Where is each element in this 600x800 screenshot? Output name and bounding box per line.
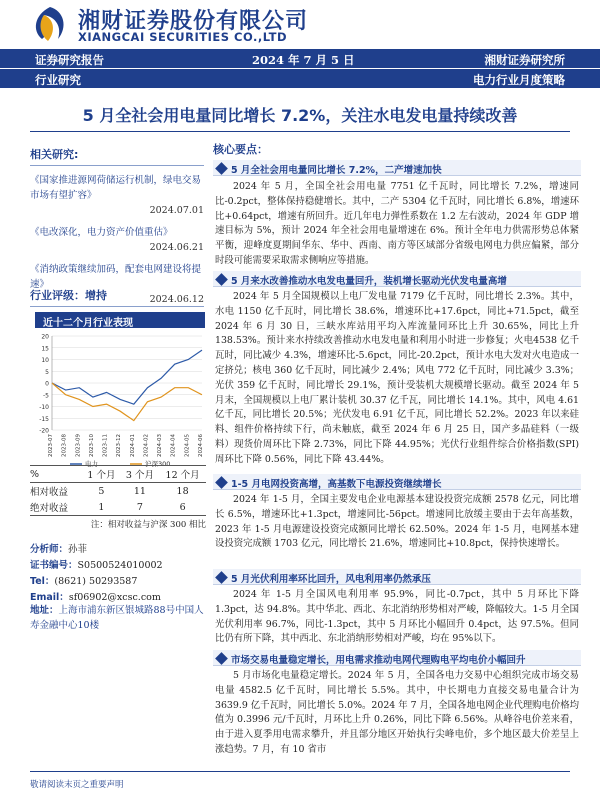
section-body: 2024 年 1-5 月，全国主要发电企业电源基本建设投资完成额 2578 亿元，同比增长 6.5%，增速环比+1.3pct，增速同比-56pct。增速同比放缓主要由于去年高基数，2023 年 1-5 月电源建设投资完成额同比增长 62.50%。2024 年 1-5 月，电网基本建设投资完成额 1703 亿元，同比增长 21.6%，增速同比+10.8pct，保持快速增长。	[215, 494, 579, 550]
report-header	[0, 0, 600, 48]
title-divider	[30, 131, 570, 132]
performance-chart	[30, 330, 206, 470]
analyst-info	[30, 542, 210, 606]
addr-label: 地址：	[30, 605, 59, 616]
y-tick-label: 20	[41, 333, 49, 341]
section-body: 5 月市场化电量稳定增长。2024 年 5 月，全国各电力交易中心组织完成市场交易电量 4582.5 亿千瓦时，同比增长 5.5%。其中，中长期电力直接交易电量合计为 3639.9 亿千瓦时，同比增长 5.0%。2024 年 7 月，全国各地电网企业代理购电价格均值为 0.3996 元/千瓦时，月环比上升 0.26%，同比下降 6.56%。从峰谷电价差来看，由于进入夏季用电需求攀升，并且部分地区开始执行尖峰电价，多个地区最大价差呈上涨趋势。7 月，有 10 省市	[215, 670, 579, 755]
perf-col-header: %	[30, 466, 82, 483]
section-title: 5 月全社会用电量同比增长 7.2%，二产增速加快	[213, 160, 581, 176]
perf-row-label: 绝对收益	[30, 499, 82, 516]
rating-label: 行业评级：	[30, 289, 85, 302]
x-tick-label: 2024-04	[170, 434, 177, 457]
tel-label: Tel：	[30, 576, 55, 587]
perf-cell: 1	[82, 499, 121, 516]
y-tick-label: 10	[41, 357, 49, 364]
addr-text: 上海市浦东新区银城路88号中国人寿金融中心10楼	[30, 605, 204, 631]
y-tick-label: -20	[39, 427, 49, 435]
perf-row-label: 相对收益	[30, 487, 69, 498]
y-tick-label: -15	[39, 415, 49, 423]
x-tick-label: 2024-06	[198, 434, 204, 457]
section-body: 2024 年 5 月，全国全社会用电量 7751 亿千瓦时，同比增长 7.2%，增速同比-0.2pct，整体保持稳健增长。其中，二产 5304 亿千瓦时，同比增长 6.8%，增速环比+0.64pct，增速有所回升。近几年电力弹性系数在 1.2 左右波动，2024 年 GDP 增速目标为 5%，预计 2024 年全社会用电量增速在 6%。预计全年电力供需形势总体紧平衡，迎峰度夏期间华东、华中、西南、南方等区域部分省级电网电力供应偏紧，部分时段可能需要采取需求侧响应等措施。	[215, 181, 579, 266]
perf-col-header: 3 个月	[121, 466, 160, 483]
header-band-top	[0, 49, 600, 68]
analyst-name: 孙菲	[68, 544, 88, 555]
x-tick-label: 2023-07	[48, 434, 54, 457]
related-item[interactable]	[30, 173, 204, 218]
institute-name: 湘财证券研究所	[484, 53, 565, 67]
related-item[interactable]	[30, 225, 204, 255]
tel-number: (8621) 50293587	[54, 576, 138, 587]
perf-heading: 近十二个月行业表现	[35, 312, 205, 328]
address-block	[30, 603, 210, 633]
y-tick-label: 5	[45, 368, 49, 376]
report-type: 证券研究报告	[35, 53, 104, 67]
header-band-bottom	[0, 69, 600, 88]
y-tick-label: 15	[41, 345, 49, 353]
table-row	[30, 499, 206, 516]
y-tick-label: 0	[45, 380, 49, 388]
legend-label: 沪深300	[145, 460, 171, 468]
x-tick-label: 2024-01	[129, 434, 136, 457]
section-title: 1-5 月电网投资高增，高基数下电源投资继续增长	[213, 474, 581, 490]
email-link[interactable]: sf06902@xcsc.com	[68, 592, 161, 603]
perf-note: 注：相对收益与沪深 300 相比	[90, 520, 206, 530]
cert-row	[30, 558, 210, 574]
related-divider	[30, 165, 204, 166]
page-title: 5 月全社会用电量同比增长 7.2%，关注水电发电量持续改善	[82, 106, 518, 125]
related-item-title[interactable]: 《国家推进源网荷储运行机制，绿电交易市场有望扩容》	[30, 175, 202, 201]
y-tick-label: -10	[39, 404, 49, 411]
perf-cell: 5	[98, 485, 105, 497]
related-item-title[interactable]: 《电改深化，电力资产价值重估》	[30, 227, 173, 238]
perf-col-header: 12 个月	[159, 466, 206, 483]
related-item-title[interactable]: 《消纳政策继续加码，配套电网建设将提速》	[30, 264, 202, 290]
related-item-date: 2024.07.01	[149, 205, 204, 216]
perf-cell: 7	[121, 499, 160, 516]
rating-value: 增持	[85, 289, 107, 302]
analyst-row	[30, 542, 210, 558]
section-body: 2024 年 5 月全国规模以上电厂发电量 7179 亿千瓦时，同比增长 2.3%。其中，水电 1150 亿千瓦时，同比增长 38.6%，增速环比+17.6pct，同比+71.5pct，截至 2024 年 6 月 30 日，三峡水库站用平均入库流量同环比上升 30.65%，同比上升 138.53%。预计来水持续改善推动水电发电量和利用小时进一步修复；火电4538 亿千瓦时，同比减少 4.3%，增速环比-5.6pct，同比-20.2pct，预计水电大发对火电造成一定挤兑；核电 360 亿千瓦时，同比减少 2.4%；风电 772 亿千瓦时，同比减少 3.3%；光伏 359 亿千瓦时，同比增长 29.1%，预计受装机大规模增长驱动。截至 2024 年 5 月末，全国规模以上电厂累计装机 30.37 亿千瓦，同比增长 14.1%。其中，风电 4.61 亿千瓦，同比增长 20.5%；光伏发电 6.91 亿千瓦，同比增长 52.2%。2023 年以来硅料、组件价格持续下行，尚未触底，截至 2024 年 6 月 25 日，国产多晶硅料（一级料）现货价周环比下降 2.73%，同比下降 44.95%；光伏行业组件综合价格指数(SPI)周环比下降 0.56%，同比下降 43.44%。	[215, 291, 579, 465]
section-title: 市场交易电量稳定增长，用电需求推动电网代理购电平均电价小幅回升	[213, 650, 581, 666]
cert-label: 证书编号：	[30, 560, 78, 571]
brand-name-cn: 湘财证券股份有限公司	[78, 9, 309, 34]
email-label: Email：	[30, 592, 69, 603]
x-tick-label: 2023-10	[88, 434, 95, 457]
report-series: 电力行业月度策略	[473, 73, 565, 87]
section-title: 5 月光伏利用率环比回升，风电利用率仍然承压	[213, 569, 581, 585]
core-points-heading: 核心要点：	[213, 143, 268, 156]
section-body: 2024 年 1-5 月全国风电利用率 95.9%，同比-0.7pct，其中 5 月环比下降 1.3pct，达 94.8%。其中华北、西北、东北消纳形势相对严峻，降幅较大。1-5 月全国光伏利用率 96.7%，同比-1.3pct，其中 5 月环比小幅回升 0.4pct，达 97.5%。但同比仍有所下降，其中西北、东北消纳形势相对严峻，均在 95%以下。	[215, 589, 579, 645]
perf-cell: 6	[159, 499, 206, 516]
analyst-label: 分析师：	[30, 544, 69, 555]
footer-disclaimer[interactable]: 敬请阅读末页之重要声明	[30, 771, 570, 790]
x-tick-label: 2024-05	[184, 434, 191, 457]
perf-col-header: 1 个月	[82, 466, 121, 483]
series-line	[52, 350, 202, 404]
x-tick-label: 2024-02	[143, 434, 150, 457]
x-tick-label: 2023-08	[61, 434, 68, 457]
related-heading: 相关研究:	[30, 148, 79, 161]
perf-table-header	[30, 466, 206, 483]
x-tick-label: 2023-11	[102, 434, 109, 457]
legend-label: 电力	[85, 460, 98, 468]
perf-cell: 11	[133, 485, 146, 497]
related-item-date: 2024.06.21	[149, 242, 204, 253]
industry-rating	[30, 287, 204, 307]
related-item-date: 2024.06.12	[149, 294, 204, 305]
x-tick-label: 2024-03	[157, 434, 164, 457]
report-date: 2024 年 7 月 5 日	[252, 53, 355, 67]
cert-number: S0500524010002	[77, 560, 163, 571]
perf-table	[30, 465, 206, 516]
section-title: 5 月来水改善推动水电发电量回升，装机增长驱动光伏发电量高增	[213, 271, 581, 287]
brand-name-en: XIANGCAI SECURITIES CO.,LTD	[78, 30, 288, 44]
y-tick-label: -5	[43, 392, 49, 400]
report-category: 行业研究	[35, 73, 81, 87]
tel-row	[30, 574, 210, 590]
rating-divider	[30, 306, 204, 307]
table-row	[30, 483, 206, 500]
x-tick-label: 2023-12	[116, 434, 123, 457]
perf-cell: 18	[176, 485, 189, 497]
related-research	[30, 146, 204, 307]
xiangcai-logo-icon	[30, 5, 70, 43]
x-tick-label: 2023-09	[75, 434, 82, 457]
